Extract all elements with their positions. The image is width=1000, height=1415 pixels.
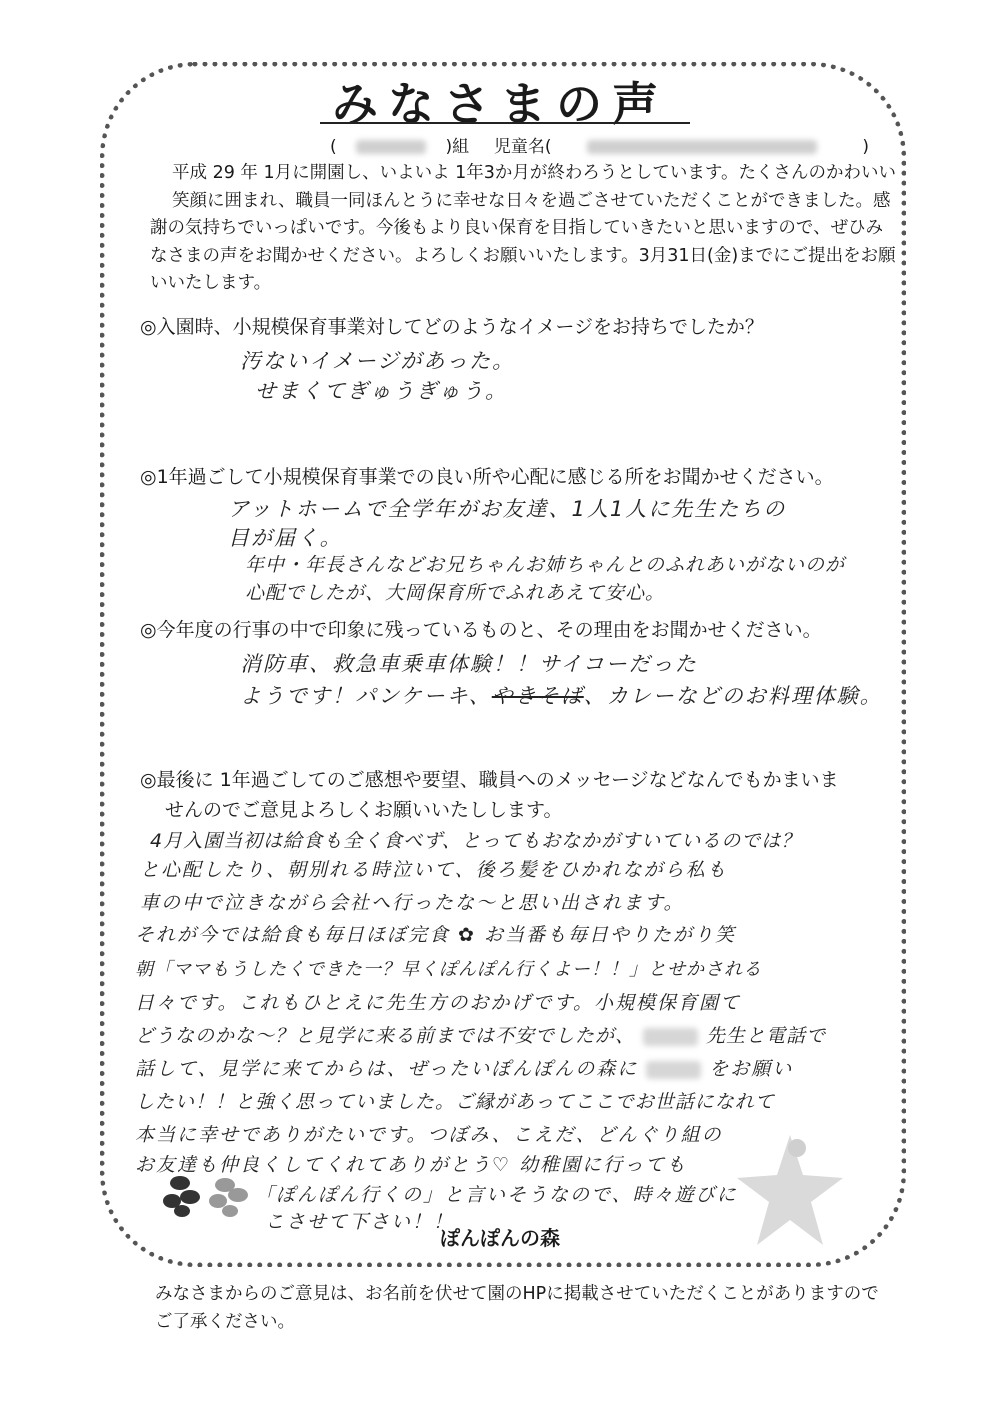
answer-4-line: 日々です。これもひとえに先生方のおかげです。小規模保育園て <box>135 992 741 1014</box>
answer-4-line: 「ぽんぽん行くの」と言いそうなので、時々遊びに <box>255 1184 738 1206</box>
answer-2-line: アットホームで全学年がお友達、1人1人に先生たちの <box>228 497 787 521</box>
answer-1-line: 汚ないイメージがあった。 <box>240 349 516 373</box>
answer-4-line: 車の中で泣きながら会社へ行ったな～と思い出されます。 <box>140 892 685 914</box>
title-underline <box>320 122 690 124</box>
answer-4-line: 4月入園当初は給食も全く食べず、とってもおなかがすいているのでは？ <box>150 830 802 852</box>
question-4-line-2: せんのでご意見よろしくお願いいたしします。 <box>165 799 563 821</box>
answer-4-part: どうなのかな～？と見学に来る前までは不安でしたが、 <box>135 1025 636 1047</box>
class-name-row <box>330 132 869 157</box>
answer-1-line: せまくてぎゅうぎゅう。 <box>255 379 508 403</box>
page-title: みなさまの声 <box>332 77 668 131</box>
answer-2-line: 目が届く。 <box>228 526 343 550</box>
answer-2-line: 心配でしたが、大岡保育所でふれあえて安心。 <box>245 582 666 604</box>
answer-3-struck-word: やきそば <box>491 684 584 708</box>
redacted-child-name <box>587 140 817 154</box>
redacted-child-name-inline <box>646 1061 701 1079</box>
answer-3-line <box>240 680 883 710</box>
answer-3-part: 、カレーなどのお料理体験。 <box>583 684 883 708</box>
intro-line: いいたします。 <box>150 273 272 293</box>
intro-line: 笑顔に囲まれ、職員一同ほんとうに幸せな日々を過ごさせていただくことができました。感 <box>172 190 891 211</box>
answer-4-line: したい！！と強く思っていました。ご縁があってここでお世話になれて <box>135 1091 775 1113</box>
redacted-teacher-name <box>643 1028 698 1046</box>
question-4-line-1: ◎最後に 1年過ごしてのご感想や要望、職員へのメッセージなどなんでもかまいま <box>140 769 839 791</box>
answer-4-part: 先生と電話で <box>706 1025 827 1047</box>
flower-doodle-icon <box>160 1165 260 1225</box>
answer-4-line: 朝「ママもうしたくできた一？早くぽんぽん行くよー！！」とせかされる <box>135 959 762 980</box>
answer-4-part: 話して、見学に来てからは、ぜったいぽんぽんの森に <box>135 1058 639 1080</box>
answer-3-part: ようです！パンケーキ、 <box>240 684 492 708</box>
answer-4-line: それが今では給食も毎日ほぼ完食 ✿ お当番も毎日やりたがり笑 <box>135 924 737 946</box>
note-line: ご了承ください。 <box>155 1312 295 1332</box>
publication-note <box>155 1280 915 1336</box>
answer-3-line: 消防車、救急車乗車体験！！サイコーだった <box>240 652 698 676</box>
answer-4-line: お友達も仲良くしてくれてありがとう♡ 幼稚園に行っても <box>135 1154 688 1176</box>
class-suffix: )組 <box>445 137 470 157</box>
redacted-class-name <box>356 140 426 154</box>
answer-4-line <box>135 1054 793 1081</box>
question-2: ◎1年過ごして小規模保育事業での良い所や心配に感じる所をお聞かせください。 <box>140 466 834 488</box>
intro-line: 平成 29 年 1月に開園し、いよいよ 1年3か月が終わろうとしています。たくさんのかわいい <box>172 163 897 183</box>
child-name-label: 児童名( <box>493 137 552 157</box>
answer-4-line: こさせて下さい！！ <box>265 1211 455 1233</box>
note-line: みなさまからのご意見は、お名前を伏せて園のHPに掲載させていただくことがありますので <box>155 1284 879 1304</box>
class-open-paren: ( <box>330 137 337 157</box>
answer-4-line: 本当に幸せでありがたいです。つぼみ、こえだ、どんぐり組の <box>135 1124 723 1146</box>
intro-line: なさまの声をお聞かせください。よろしくお願いいたします。3月31日(金)までにご提出をお願 <box>150 245 896 266</box>
child-close-paren: ) <box>862 137 869 157</box>
school-signature: ぽんぽんの森 <box>440 1226 560 1250</box>
intro-line: 謝の気持ちでいっぱいです。今後もより良い保育を目指していきたいと思いますので、ぜひみ <box>150 218 884 238</box>
question-1: ◎入園時、小規模保育事業対してどのようなイメージをお持ちでしたか？ <box>140 316 764 338</box>
answer-4-line <box>135 1021 826 1048</box>
intro-text <box>150 160 897 298</box>
answer-4-line: と心配したり、朝別れる時泣いて、後ろ髪をひかれながら私も <box>140 859 728 881</box>
answer-2-line: 年中・年長さんなどお兄ちゃんお姉ちゃんとのふれあいがないのが <box>245 554 846 576</box>
question-3: ◎今年度の行事の中で印象に残っているものと、その理由をお聞かせください。 <box>140 619 822 641</box>
answer-4-part: をお願い <box>709 1058 794 1080</box>
